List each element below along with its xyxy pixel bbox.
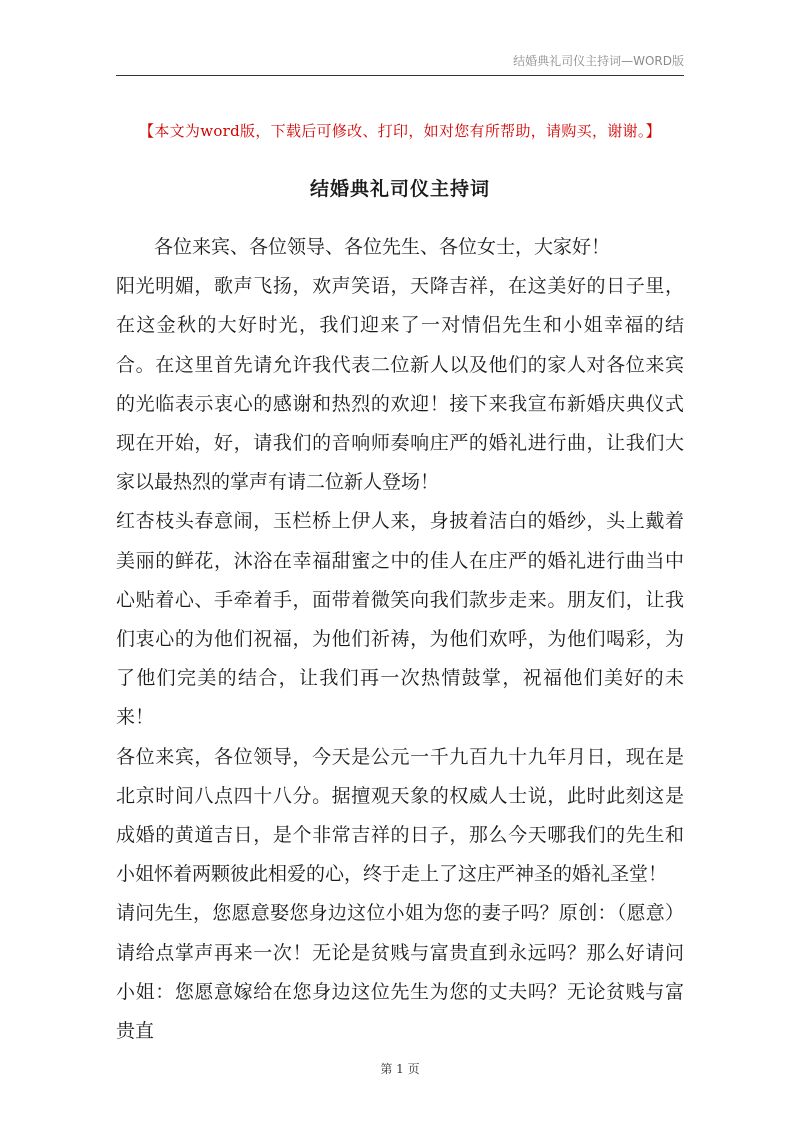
document-title: 结婚典礼司仪主持词 [309,178,490,200]
page-number: 第 1 页 [380,1062,420,1076]
running-header: 结婚典礼司仪主持词—WORD版 [513,54,684,68]
paragraph-date: 各位来宾，各位领导，今天是公元一千九百九十九年月日，现在是北京时间八点四十八分。据擅观天象的权威人士说，此时此刻这是成婚的黄道吉日，是个非常吉祥的日子，那么今天哪我们的先生和小姐怀着两颗彼此相爱的心，终于走上了这庄严神圣的婚礼圣堂！ [116,745,684,886]
header-divider [116,75,684,76]
paragraph-vows: 请问先生，您愿意娶您身边这位小姐为您的妻子吗？原创：（愿意）请给点掌声再来一次！无论是贫贱与富贵直到永远吗？那么好请问小姐：您愿意嫁给在您身边这位先生为您的丈夫吗？无论贫贱与富贵直 [116,902,684,1043]
paragraph-opening: 阳光明媚，歌声飞扬，欢声笑语，天降吉祥，在这美好的日子里，在这金秋的大好时光，我们迎来了一对情侣先生和小姐幸福的结合。在这里首先请允许我代表二位新人以及他们的家人对各位来宾的光临表示衷心的感谢和热烈的欢迎！接下来我宣布新婚庆典仪式现在开始，好，请我们的音响师奏响庄严的婚礼进行曲，让我们大家以最热烈的掌声有请二位新人登场！ [116,275,684,494]
purchase-notice: 【本文为word版，下载后可修改、打印，如对您有所帮助，请购买，谢谢。】 [139,122,661,140]
paragraph-greeting: 各位来宾、各位领导、各位先生、各位女士，大家好！ [154,236,611,258]
document-body [116,228,684,1051]
paragraph-entrance: 红杏枝头春意闹，玉栏桥上伊人来，身披着洁白的婚纱，头上戴着美丽的鲜花，沐浴在幸福甜蜜之中的佳人在庄严的婚礼进行曲当中心贴着心、手牵着手，面带着微笑向我们款步走来。朋友们，让我们衷心的为他们祝福，为他们祈祷，为他们欢呼，为他们喝彩，为了他们完美的结合，让我们再一次热情鼓掌，祝福他们美好的未来！ [116,510,684,729]
